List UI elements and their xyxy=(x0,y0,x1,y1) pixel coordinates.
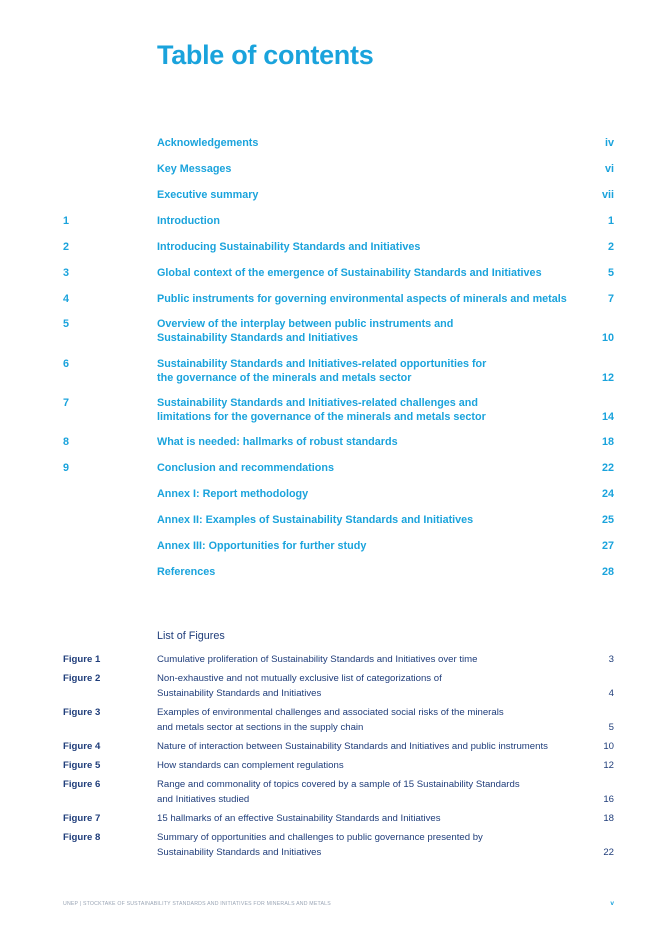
figure-label: Figure 7 xyxy=(63,813,101,824)
figure-entry[interactable] xyxy=(63,652,614,667)
figure-title[interactable]: Summary of opportunities and challenges to public governance presented by Sustainability Standards and Initiatives xyxy=(157,832,483,858)
figure-page: 22 xyxy=(603,847,614,858)
toc-title[interactable]: Public instruments for governing environmental aspects of minerals and metals xyxy=(157,293,567,305)
toc-page: 1 xyxy=(607,215,614,227)
toc-title[interactable]: Conclusion and recommendations xyxy=(157,462,334,474)
figure-title[interactable]: 15 hallmarks of an effective Sustainability Standards and Initiatives xyxy=(157,813,441,824)
toc-entry[interactable] xyxy=(63,565,614,579)
toc-entry[interactable] xyxy=(63,513,614,527)
toc-title[interactable]: Annex I: Report methodology xyxy=(157,488,309,500)
toc-entry[interactable] xyxy=(63,214,614,228)
figure-label: Figure 3 xyxy=(63,707,101,718)
toc-page: 5 xyxy=(607,267,614,279)
toc-page: 2 xyxy=(607,241,614,253)
footer-page-number: v xyxy=(610,900,614,907)
toc-title[interactable]: Annex II: Examples of Sustainability Standards and Initiatives xyxy=(157,514,474,526)
toc-page: 27 xyxy=(601,540,614,552)
toc-title[interactable]: What is needed: hallmarks of robust standards xyxy=(157,436,398,448)
figure-title[interactable]: How standards can complement regulations xyxy=(157,760,344,771)
toc-title[interactable]: References xyxy=(157,566,216,578)
toc-page: 24 xyxy=(601,488,614,500)
figure-label: Figure 8 xyxy=(63,832,101,843)
toc-number: 3 xyxy=(63,267,70,279)
list-of-figures-heading: List of Figures xyxy=(157,630,225,642)
toc-entry[interactable] xyxy=(63,435,614,449)
figure-entry[interactable] xyxy=(63,830,614,860)
toc-title[interactable]: Introduction xyxy=(157,215,220,227)
toc-entry[interactable] xyxy=(63,396,614,424)
figure-page: 16 xyxy=(603,794,614,805)
toc-entry[interactable] xyxy=(63,317,614,345)
toc-title[interactable]: Sustainability Standards and Initiatives-related challenges and limitations for the governance of the minerals and metals sector xyxy=(157,397,486,423)
toc-page: 12 xyxy=(601,372,614,384)
running-footer: UNEP | STOCKTAKE OF SUSTAINABILITY STANDARDS AND INITIATIVES FOR MINERALS AND METALS xyxy=(63,901,331,907)
toc-page: vi xyxy=(604,163,614,175)
figure-label: Figure 2 xyxy=(63,673,101,684)
figure-page: 5 xyxy=(608,722,614,733)
toc-title[interactable]: Annex III: Opportunities for further study xyxy=(157,540,367,552)
figure-label: Figure 4 xyxy=(63,741,101,752)
toc-number: 2 xyxy=(63,241,70,253)
figure-entry[interactable] xyxy=(63,777,614,807)
toc-entry[interactable] xyxy=(63,188,614,202)
toc-title[interactable]: Sustainability Standards and Initiatives-related opportunities for the governance of the minerals and metals sector xyxy=(157,358,487,384)
toc-number: 6 xyxy=(63,358,70,370)
toc-page: vii xyxy=(601,189,614,201)
figure-entry[interactable] xyxy=(63,811,614,826)
figure-entry[interactable] xyxy=(63,758,614,773)
toc-number: 8 xyxy=(63,436,70,448)
figure-page: 18 xyxy=(603,813,614,824)
toc-page: 22 xyxy=(601,462,614,474)
figure-label: Figure 5 xyxy=(63,760,101,771)
toc-title[interactable]: Introducing Sustainability Standards and Initiatives xyxy=(157,241,421,253)
figure-entry[interactable] xyxy=(63,739,614,754)
toc-page: 14 xyxy=(601,411,614,423)
toc-title[interactable]: Executive summary xyxy=(157,189,259,201)
toc-title[interactable]: Overview of the interplay between public instruments and Sustainability Standards and Initiatives xyxy=(157,318,454,344)
figure-page: 4 xyxy=(608,688,614,699)
figure-label: Figure 6 xyxy=(63,779,101,790)
figure-page: 10 xyxy=(603,741,614,752)
toc-entry[interactable] xyxy=(63,266,614,280)
toc-page: 25 xyxy=(601,514,614,526)
page-title: Table of contents xyxy=(157,40,374,70)
toc-number: 9 xyxy=(63,462,70,474)
figure-label: Figure 1 xyxy=(63,654,101,665)
figure-page: 12 xyxy=(603,760,614,771)
toc-entry[interactable] xyxy=(63,162,614,176)
figure-title[interactable]: Nature of interaction between Sustainability Standards and Initiatives and public instruments xyxy=(157,741,548,752)
toc-number: 4 xyxy=(63,293,70,305)
figure-page: 3 xyxy=(608,654,614,665)
toc-entry[interactable] xyxy=(63,240,614,254)
toc-page: 7 xyxy=(607,293,614,305)
toc-entry[interactable] xyxy=(63,461,614,475)
figure-title[interactable]: Cumulative proliferation of Sustainability Standards and Initiatives over time xyxy=(157,654,478,665)
toc-number: 7 xyxy=(63,397,70,409)
figure-title[interactable]: Examples of environmental challenges and associated social risks of the minerals and metals sector at sections in the supply chain xyxy=(157,707,504,733)
toc-entry[interactable] xyxy=(63,136,614,150)
toc-page: 28 xyxy=(601,566,614,578)
toc-entry[interactable] xyxy=(63,539,614,553)
toc-page: 18 xyxy=(601,436,614,448)
figure-title[interactable]: Non-exhaustive and not mutually exclusive list of categorizations of Sustainability Standards and Initiatives xyxy=(157,673,442,699)
toc-title[interactable]: Acknowledgements xyxy=(157,137,259,149)
toc-entry[interactable] xyxy=(63,357,614,385)
toc-entry[interactable] xyxy=(63,292,614,306)
toc-title[interactable]: Key Messages xyxy=(157,163,232,175)
toc-page: iv xyxy=(604,137,614,149)
toc-page: 10 xyxy=(601,332,614,344)
toc-entry[interactable] xyxy=(63,487,614,501)
toc-number: 1 xyxy=(63,215,70,227)
figure-entry[interactable] xyxy=(63,705,614,735)
figure-entry[interactable] xyxy=(63,671,614,701)
toc-number: 5 xyxy=(63,318,70,330)
figure-title[interactable]: Range and commonality of topics covered by a sample of 15 Sustainability Standards and Initiatives studied xyxy=(157,779,520,805)
toc-title[interactable]: Global context of the emergence of Sustainability Standards and Initiatives xyxy=(157,267,542,279)
